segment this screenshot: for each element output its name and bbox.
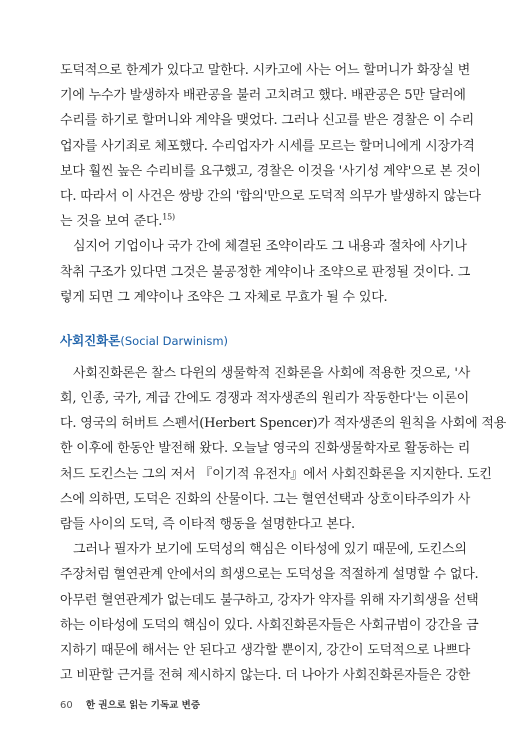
paragraph-2 <box>60 234 471 310</box>
text-line: 주장처럼 혈연관계 안에서의 희생으로는 도덕성을 적절하게 설명할 수 없다. <box>60 567 479 583</box>
paragraph-1 <box>60 58 481 234</box>
book-title: 한 권으로 읽는 기독교 변증 <box>85 700 201 711</box>
paragraph-4 <box>60 537 479 688</box>
text-line: 다. 따라서 이 사건은 쌍방 간의 '합의'만으로 도덕적 의무가 발생하지 않는다 <box>60 188 481 204</box>
text-line: 고 비판할 근거를 전혀 제시하지 않는다. 더 나아가 사회진화론자들은 강한 <box>60 668 471 684</box>
text-line: 아무런 혈연관계가 없는데도 불구하고, 강자가 약자를 위해 자기희생을 선택 <box>60 592 479 608</box>
text-line: 그러나 필자가 보기에 도덕성의 핵심은 이타성에 있기 때문에, 도킨스의 <box>73 542 467 558</box>
section-heading-latin: (Social Darwinism) <box>120 333 229 348</box>
text-line: 도덕적으로 한계가 있다고 말한다. 시카고에 사는 어느 할머니가 화장실 변 <box>60 63 471 78</box>
text-line: 기에 누수가 발생하자 배관공을 불러 고치려고 했다. 배관공은 5만 달러에 <box>60 88 466 104</box>
text-line: 스에 의하면, 도덕은 진화의 산물이다. 그는 혈연선택과 상호이타주의가 사 <box>60 491 471 507</box>
text-line: 람들 사이의 도덕, 즉 이타적 행동을 설명한다고 본다. <box>60 517 355 532</box>
text-line: 다. 영국의 허버트 스펜서(Herbert Spencer)가 적자생존의 원칙을 사회에 적용 <box>60 416 506 432</box>
text-line: 한 이후에 한동안 발전해 왔다. 오늘날 영국의 진화생물학자로 활동하는 리 <box>60 441 471 457</box>
text-line: 심지어 기업이나 국가 간에 체결된 조약이라도 그 내용과 절차에 사기나 <box>73 239 467 255</box>
text-line: 보다 훨씬 높은 수리비를 요구했고, 경찰은 이것을 '사기성 계약'으로 본 것이 <box>60 163 481 179</box>
text-line: 회, 인종, 국가, 계급 간에도 경쟁과 적자생존의 원리가 작동한다'는 이론이 <box>60 391 469 407</box>
text-line: 사회진화론은 찰스 다윈의 생물학적 진화론을 사회에 적용한 것으로, '사 <box>73 365 471 381</box>
body-text <box>60 58 506 688</box>
text-line-content: 는 것을 보여 준다. <box>60 214 163 230</box>
section-heading <box>60 328 430 353</box>
text-line: 지하기 때문에 해서는 안 된다고 생각할 뿐이지, 강간이 도덕적으로 나쁘다 <box>60 642 471 658</box>
paragraph-3 <box>60 361 506 537</box>
page-footer <box>60 693 200 713</box>
page-number: 60 <box>60 700 73 711</box>
text-line: 업자를 사기죄로 체포했다. 수리업자가 시세를 모르는 할머니에게 시장가격 <box>60 138 475 154</box>
text-line <box>60 209 430 234</box>
footnote-reference[interactable]: 15) <box>162 212 175 222</box>
text-line: 착취 구조가 있다면 그것은 불공정한 계약이나 조약으로 판정될 것이다. 그 <box>60 264 471 280</box>
text-line: 수리를 하기로 할머니와 계약을 맺었다. 그러나 신고를 받은 경찰은 이 수리 <box>60 113 474 129</box>
text-line: 처드 도킨스는 그의 저서 『이기적 유전자』에서 사회진화론을 지지한다. 도킨 <box>60 466 492 482</box>
text-line: 렇게 되면 그 계약이나 조약은 그 자체로 무효가 될 수 있다. <box>60 289 388 305</box>
text-line: 하는 이타성에 도덕의 핵심이 있다. 사회진화론자들은 사회규범이 강간을 금 <box>60 617 479 633</box>
section-heading-korean: 사회진화론 <box>60 332 121 348</box>
